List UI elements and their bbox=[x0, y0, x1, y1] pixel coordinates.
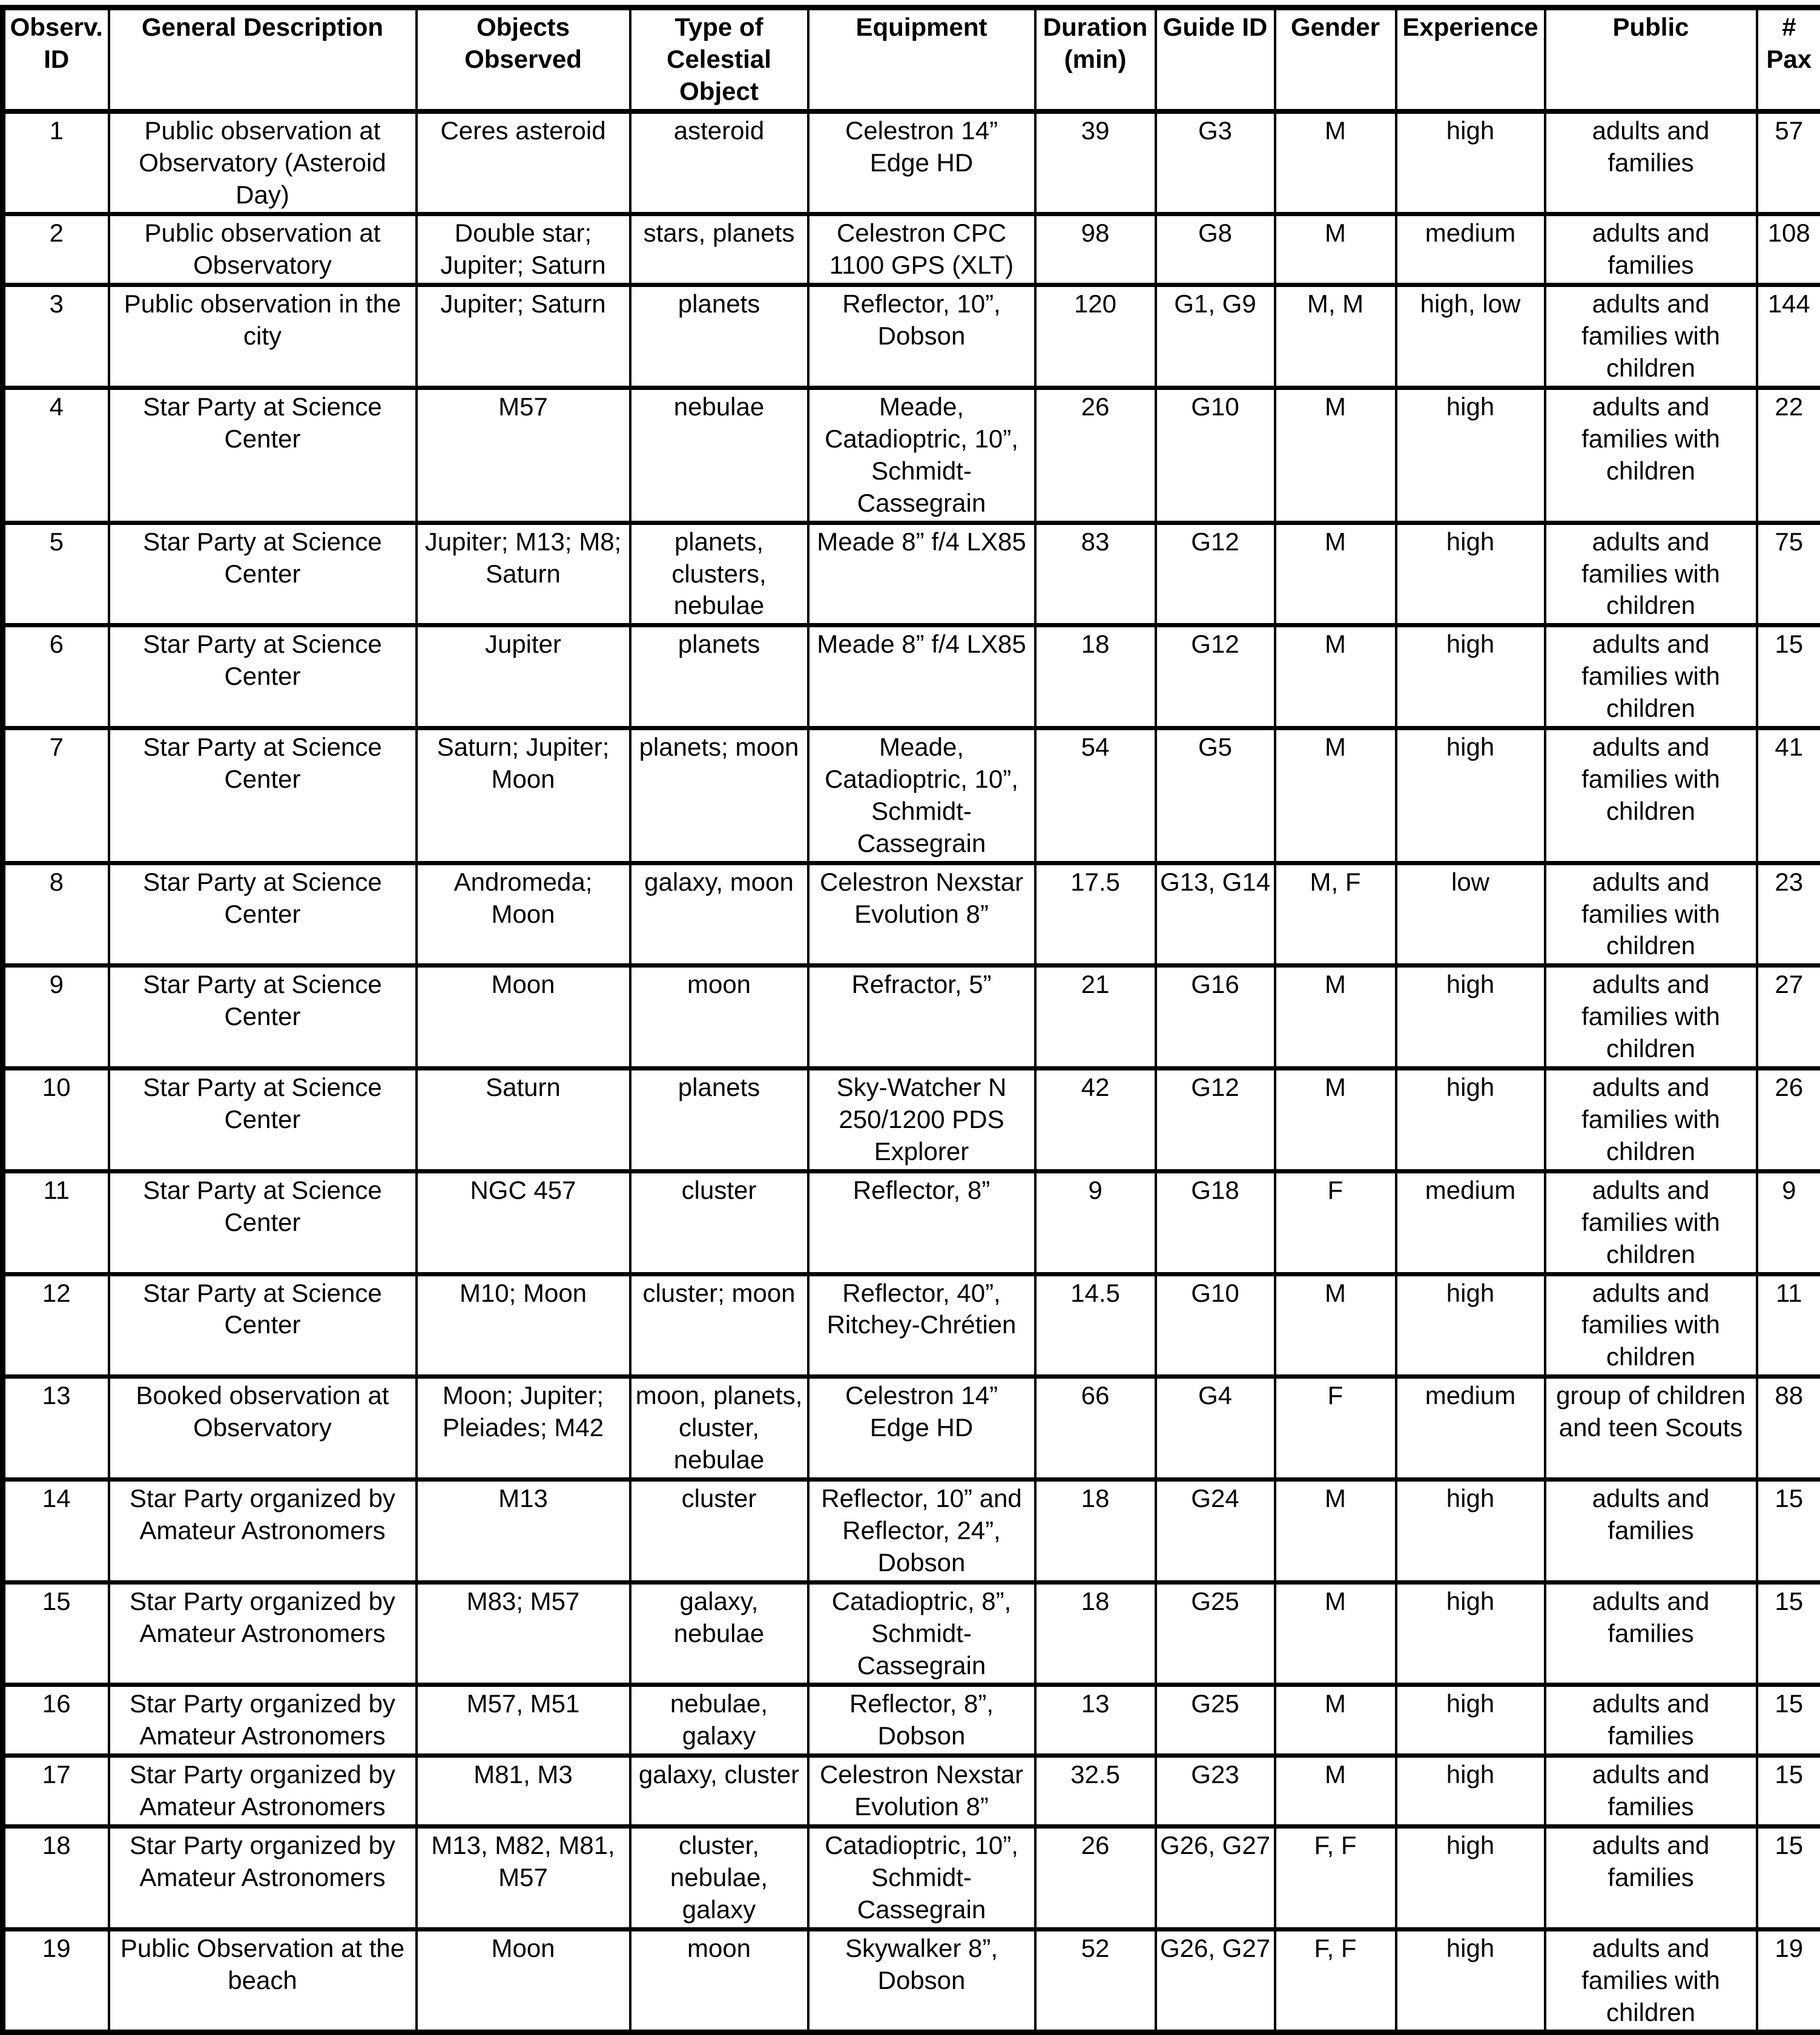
table-cell: 3 bbox=[3, 285, 109, 388]
table-cell: adults and families with children bbox=[1545, 1069, 1757, 1172]
table-cell: high bbox=[1396, 728, 1545, 863]
table-cell: M bbox=[1275, 728, 1396, 863]
table-cell: adults and families with children bbox=[1545, 285, 1757, 388]
table-cell: 32.5 bbox=[1035, 1756, 1156, 1827]
table-cell: medium bbox=[1396, 214, 1545, 285]
table-row bbox=[3, 1582, 1820, 1685]
table-cell: M bbox=[1275, 111, 1396, 214]
table-cell: 15 bbox=[3, 1582, 109, 1685]
table-cell: M83; M57 bbox=[417, 1582, 630, 1685]
table-cell: Double star; Jupiter; Saturn bbox=[417, 214, 630, 285]
table-cell: cluster bbox=[630, 1171, 808, 1274]
table-cell: Refractor, 5” bbox=[808, 966, 1035, 1069]
table-cell: Star Party organized by Amateur Astronomers bbox=[109, 1479, 417, 1582]
table-cell: 66 bbox=[1035, 1377, 1156, 1480]
table-cell: M, F bbox=[1275, 863, 1396, 966]
table-cell: high bbox=[1396, 1929, 1545, 2033]
table-cell: 9 bbox=[1035, 1171, 1156, 1274]
table-row bbox=[3, 863, 1820, 966]
table-cell: M bbox=[1275, 388, 1396, 523]
table-cell: Jupiter bbox=[417, 625, 630, 728]
table-cell: G3 bbox=[1156, 111, 1275, 214]
table-cell: stars, planets bbox=[630, 214, 808, 285]
table-cell: 12 bbox=[3, 1274, 109, 1377]
table-cell: adults and families with children bbox=[1545, 523, 1757, 625]
table-cell: Celestron 14” Edge HD bbox=[808, 1377, 1035, 1480]
column-header: Experience bbox=[1396, 8, 1545, 111]
table-cell: 75 bbox=[1757, 523, 1820, 625]
table-cell: Meade 8” f/4 LX85 bbox=[808, 625, 1035, 728]
table-cell: medium bbox=[1396, 1171, 1545, 1274]
table-cell: Jupiter; M13; M8; Saturn bbox=[417, 523, 630, 625]
table-cell: Star Party at Science Center bbox=[109, 1171, 417, 1274]
table-cell: 22 bbox=[1757, 388, 1820, 523]
table-cell: moon, planets, cluster, nebulae bbox=[630, 1377, 808, 1480]
table-cell: adults and families with children bbox=[1545, 388, 1757, 523]
table-cell: adults and families with children bbox=[1545, 966, 1757, 1069]
table-cell: 18 bbox=[1035, 1479, 1156, 1582]
table-cell: Star Party at Science Center bbox=[109, 1069, 417, 1172]
table-cell: G12 bbox=[1156, 625, 1275, 728]
table-cell: group of children and teen Scouts bbox=[1545, 1377, 1757, 1480]
table-row bbox=[3, 285, 1820, 388]
table-cell: Sky-Watcher N 250/1200 PDS Explorer bbox=[808, 1069, 1035, 1172]
table-cell: high bbox=[1396, 1582, 1545, 1685]
table-cell: planets bbox=[630, 625, 808, 728]
table-cell: 41 bbox=[1757, 728, 1820, 863]
table-row bbox=[3, 1929, 1820, 2033]
table-cell: 42 bbox=[1035, 1069, 1156, 1172]
table-cell: M bbox=[1275, 1685, 1396, 1756]
table-cell: Saturn bbox=[417, 1069, 630, 1172]
table-cell: Moon; Jupiter; Pleiades; M42 bbox=[417, 1377, 630, 1480]
table-cell: galaxy, cluster bbox=[630, 1756, 808, 1827]
column-header: Type of Celestial Object bbox=[630, 8, 808, 111]
table-cell: 11 bbox=[3, 1171, 109, 1274]
table-row bbox=[3, 111, 1820, 214]
column-header: General Description bbox=[109, 8, 417, 111]
table-row bbox=[3, 214, 1820, 285]
table-cell: 15 bbox=[1757, 625, 1820, 728]
table-cell: Public observation in the city bbox=[109, 285, 417, 388]
table-cell: moon bbox=[630, 966, 808, 1069]
table-cell: F, F bbox=[1275, 1929, 1396, 2033]
table-cell: M bbox=[1275, 625, 1396, 728]
table-cell: adults and families bbox=[1545, 214, 1757, 285]
table-cell: planets, clusters, nebulae bbox=[630, 523, 808, 625]
table-row bbox=[3, 625, 1820, 728]
table-cell: 7 bbox=[3, 728, 109, 863]
table-cell: adults and families with children bbox=[1545, 863, 1757, 966]
table-cell: G25 bbox=[1156, 1685, 1275, 1756]
table-cell: Public Observation at the beach bbox=[109, 1929, 417, 2033]
table-cell: 120 bbox=[1035, 285, 1156, 388]
table-row bbox=[3, 728, 1820, 863]
table-cell: Star Party at Science Center bbox=[109, 523, 417, 625]
table-cell: NGC 457 bbox=[417, 1171, 630, 1274]
table-cell: 15 bbox=[1757, 1827, 1820, 1930]
table-cell: 8 bbox=[3, 863, 109, 966]
table-row bbox=[3, 1827, 1820, 1930]
table-cell: planets bbox=[630, 285, 808, 388]
table-cell: adults and families with children bbox=[1545, 728, 1757, 863]
table-cell: adults and families bbox=[1545, 1827, 1757, 1930]
table-cell: G10 bbox=[1156, 1274, 1275, 1377]
table-cell: 13 bbox=[1035, 1685, 1156, 1756]
table-row bbox=[3, 1274, 1820, 1377]
table-cell: G4 bbox=[1156, 1377, 1275, 1480]
table-cell: G12 bbox=[1156, 1069, 1275, 1172]
table-cell: 52 bbox=[1035, 1929, 1156, 2033]
table-cell: asteroid bbox=[630, 111, 808, 214]
table-cell: Booked observation at Observatory bbox=[109, 1377, 417, 1480]
table-body bbox=[3, 111, 1820, 2033]
table-cell: 18 bbox=[3, 1827, 109, 1930]
table-cell: Moon bbox=[417, 1929, 630, 2033]
table-cell: 83 bbox=[1035, 523, 1156, 625]
column-header: Guide ID bbox=[1156, 8, 1275, 111]
table-cell: Star Party at Science Center bbox=[109, 625, 417, 728]
table-cell: M bbox=[1275, 1274, 1396, 1377]
table-cell: high bbox=[1396, 523, 1545, 625]
table-cell: 18 bbox=[1035, 1582, 1156, 1685]
table-cell: high bbox=[1396, 1756, 1545, 1827]
table-cell: Reflector, 10” and Reflector, 24”, Dobson bbox=[808, 1479, 1035, 1582]
table-cell: 17 bbox=[3, 1756, 109, 1827]
table-cell: 19 bbox=[1757, 1929, 1820, 2033]
table-cell: 19 bbox=[3, 1929, 109, 2033]
column-header: Equipment bbox=[808, 8, 1035, 111]
table-cell: cluster, nebulae, galaxy bbox=[630, 1827, 808, 1930]
table-cell: 2 bbox=[3, 214, 109, 285]
table-cell: G12 bbox=[1156, 523, 1275, 625]
table-cell: adults and families bbox=[1545, 1479, 1757, 1582]
table-cell: M13 bbox=[417, 1479, 630, 1582]
table-cell: 14.5 bbox=[1035, 1274, 1156, 1377]
table-cell: G10 bbox=[1156, 388, 1275, 523]
table-cell: 5 bbox=[3, 523, 109, 625]
table-cell: 26 bbox=[1035, 1827, 1156, 1930]
table-cell: high bbox=[1396, 966, 1545, 1069]
table-cell: Star Party at Science Center bbox=[109, 966, 417, 1069]
table-row bbox=[3, 1685, 1820, 1756]
table-cell: M bbox=[1275, 1756, 1396, 1827]
table-cell: 15 bbox=[1757, 1685, 1820, 1756]
table-cell: nebulae, galaxy bbox=[630, 1685, 808, 1756]
column-header: Gender bbox=[1275, 8, 1396, 111]
table-cell: G24 bbox=[1156, 1479, 1275, 1582]
table-cell: G1, G9 bbox=[1156, 285, 1275, 388]
table-cell: M bbox=[1275, 1069, 1396, 1172]
table-cell: 88 bbox=[1757, 1377, 1820, 1480]
table-cell: M bbox=[1275, 214, 1396, 285]
header-row bbox=[3, 8, 1820, 111]
table-cell: adults and families with children bbox=[1545, 625, 1757, 728]
table-cell: adults and families bbox=[1545, 111, 1757, 214]
table-cell: 26 bbox=[1757, 1069, 1820, 1172]
table-cell: low bbox=[1396, 863, 1545, 966]
table-row bbox=[3, 1069, 1820, 1172]
table-cell: Reflector, 8”, Dobson bbox=[808, 1685, 1035, 1756]
table-cell: Celestron 14” Edge HD bbox=[808, 111, 1035, 214]
table-cell: 1 bbox=[3, 111, 109, 214]
table-cell: G23 bbox=[1156, 1756, 1275, 1827]
table-cell: Catadioptric, 10”, Schmidt-Cassegrain bbox=[808, 1827, 1035, 1930]
table-cell: M bbox=[1275, 1582, 1396, 1685]
table-row bbox=[3, 1171, 1820, 1274]
column-header: Duration (min) bbox=[1035, 8, 1156, 111]
table-cell: M81, M3 bbox=[417, 1756, 630, 1827]
table-cell: planets bbox=[630, 1069, 808, 1172]
table-cell: M bbox=[1275, 966, 1396, 1069]
table-cell: 57 bbox=[1757, 111, 1820, 214]
table-cell: Star Party organized by Amateur Astronomers bbox=[109, 1582, 417, 1685]
table-cell: Reflector, 40”, Ritchey-Chrétien bbox=[808, 1274, 1035, 1377]
table-cell: Meade, Catadioptric, 10”, Schmidt-Cassegrain bbox=[808, 388, 1035, 523]
table-cell: 9 bbox=[3, 966, 109, 1069]
table-cell: F, F bbox=[1275, 1827, 1396, 1930]
table-cell: G26, G27 bbox=[1156, 1827, 1275, 1930]
column-header: Observ. ID bbox=[3, 8, 109, 111]
table-cell: 39 bbox=[1035, 111, 1156, 214]
table-row bbox=[3, 1377, 1820, 1480]
table-cell: 11 bbox=[1757, 1274, 1820, 1377]
table-row bbox=[3, 388, 1820, 523]
table-cell: 26 bbox=[1035, 388, 1156, 523]
table-cell: Public observation at Observatory (Asteroid Day) bbox=[109, 111, 417, 214]
table-cell: 21 bbox=[1035, 966, 1156, 1069]
table-cell: Public observation at Observatory bbox=[109, 214, 417, 285]
table-row bbox=[3, 1479, 1820, 1582]
table-cell: Celestron CPC 1100 GPS (XLT) bbox=[808, 214, 1035, 285]
table-cell: cluster; moon bbox=[630, 1274, 808, 1377]
table-cell: F bbox=[1275, 1377, 1396, 1480]
table-cell: adults and families with children bbox=[1545, 1274, 1757, 1377]
table-cell: high, low bbox=[1396, 285, 1545, 388]
table-cell: 27 bbox=[1757, 966, 1820, 1069]
table-cell: M bbox=[1275, 523, 1396, 625]
table-cell: cluster bbox=[630, 1479, 808, 1582]
table-cell: 18 bbox=[1035, 625, 1156, 728]
table-cell: adults and families bbox=[1545, 1756, 1757, 1827]
table-cell: 15 bbox=[1757, 1756, 1820, 1827]
table-cell: Meade 8” f/4 LX85 bbox=[808, 523, 1035, 625]
table-cell: Moon bbox=[417, 966, 630, 1069]
table-row bbox=[3, 523, 1820, 625]
table-cell: Jupiter; Saturn bbox=[417, 285, 630, 388]
table-cell: high bbox=[1396, 111, 1545, 214]
table-header bbox=[3, 8, 1820, 111]
table-cell: Reflector, 8” bbox=[808, 1171, 1035, 1274]
table-cell: Star Party at Science Center bbox=[109, 728, 417, 863]
table-cell: high bbox=[1396, 1274, 1545, 1377]
table-cell: 4 bbox=[3, 388, 109, 523]
table-cell: Meade, Catadioptric, 10”, Schmidt-Cassegrain bbox=[808, 728, 1035, 863]
table-cell: Star Party organized by Amateur Astronomers bbox=[109, 1685, 417, 1756]
table-cell: Star Party at Science Center bbox=[109, 863, 417, 966]
table-cell: M57 bbox=[417, 388, 630, 523]
table-cell: galaxy, nebulae bbox=[630, 1582, 808, 1685]
table-cell: Star Party organized by Amateur Astronomers bbox=[109, 1827, 417, 1930]
table-cell: G13, G14 bbox=[1156, 863, 1275, 966]
table-cell: high bbox=[1396, 1479, 1545, 1582]
table-cell: Celestron Nexstar Evolution 8” bbox=[808, 863, 1035, 966]
table-cell: M57, M51 bbox=[417, 1685, 630, 1756]
table-cell: Reflector, 10”, Dobson bbox=[808, 285, 1035, 388]
table-cell: F bbox=[1275, 1171, 1396, 1274]
table-cell: Saturn; Jupiter; Moon bbox=[417, 728, 630, 863]
table-cell: adults and families bbox=[1545, 1685, 1757, 1756]
table-cell: Star Party organized by Amateur Astronomers bbox=[109, 1756, 417, 1827]
table-cell: Celestron Nexstar Evolution 8” bbox=[808, 1756, 1035, 1827]
table-cell: M bbox=[1275, 1479, 1396, 1582]
table-row bbox=[3, 966, 1820, 1069]
table-cell: 108 bbox=[1757, 214, 1820, 285]
table-cell: G26, G27 bbox=[1156, 1929, 1275, 2033]
table-cell: 54 bbox=[1035, 728, 1156, 863]
table-cell: 144 bbox=[1757, 285, 1820, 388]
table-cell: adults and families with children bbox=[1545, 1929, 1757, 2033]
table-cell: M10; Moon bbox=[417, 1274, 630, 1377]
table-cell: 23 bbox=[1757, 863, 1820, 966]
table-cell: high bbox=[1396, 388, 1545, 523]
table-cell: planets; moon bbox=[630, 728, 808, 863]
table-cell: G25 bbox=[1156, 1582, 1275, 1685]
table-cell: M, M bbox=[1275, 285, 1396, 388]
table-cell: Star Party at Science Center bbox=[109, 1274, 417, 1377]
table-cell: 98 bbox=[1035, 214, 1156, 285]
table-cell: high bbox=[1396, 1827, 1545, 1930]
table-cell: Ceres asteroid bbox=[417, 111, 630, 214]
table-cell: Catadioptric, 8”, Schmidt-Cassegrain bbox=[808, 1582, 1035, 1685]
table-cell: adults and families with children bbox=[1545, 1171, 1757, 1274]
table-cell: moon bbox=[630, 1929, 808, 2033]
table-cell: G5 bbox=[1156, 728, 1275, 863]
table-cell: 17.5 bbox=[1035, 863, 1156, 966]
table-cell: G16 bbox=[1156, 966, 1275, 1069]
table-cell: 13 bbox=[3, 1377, 109, 1480]
table-cell: 9 bbox=[1757, 1171, 1820, 1274]
table-cell: 15 bbox=[1757, 1582, 1820, 1685]
table-cell: G8 bbox=[1156, 214, 1275, 285]
table-cell: Star Party at Science Center bbox=[109, 388, 417, 523]
table-cell: 15 bbox=[1757, 1479, 1820, 1582]
table-cell: G18 bbox=[1156, 1171, 1275, 1274]
table-cell: galaxy, moon bbox=[630, 863, 808, 966]
table-cell: high bbox=[1396, 1685, 1545, 1756]
table-cell: 14 bbox=[3, 1479, 109, 1582]
column-header: Objects Observed bbox=[417, 8, 630, 111]
table-cell: nebulae bbox=[630, 388, 808, 523]
observations-table bbox=[0, 5, 1820, 2035]
table-cell: 16 bbox=[3, 1685, 109, 1756]
column-header: # Pax bbox=[1757, 8, 1820, 111]
table-cell: high bbox=[1396, 625, 1545, 728]
table-cell: 6 bbox=[3, 625, 109, 728]
table-cell: M13, M82, M81, M57 bbox=[417, 1827, 630, 1930]
table-cell: adults and families bbox=[1545, 1582, 1757, 1685]
table-row bbox=[3, 1756, 1820, 1827]
table-cell: Skywalker 8”, Dobson bbox=[808, 1929, 1035, 2033]
column-header: Public bbox=[1545, 8, 1757, 111]
table-cell: medium bbox=[1396, 1377, 1545, 1480]
table-cell: high bbox=[1396, 1069, 1545, 1172]
table-cell: Andromeda; Moon bbox=[417, 863, 630, 966]
table-cell: 10 bbox=[3, 1069, 109, 1172]
